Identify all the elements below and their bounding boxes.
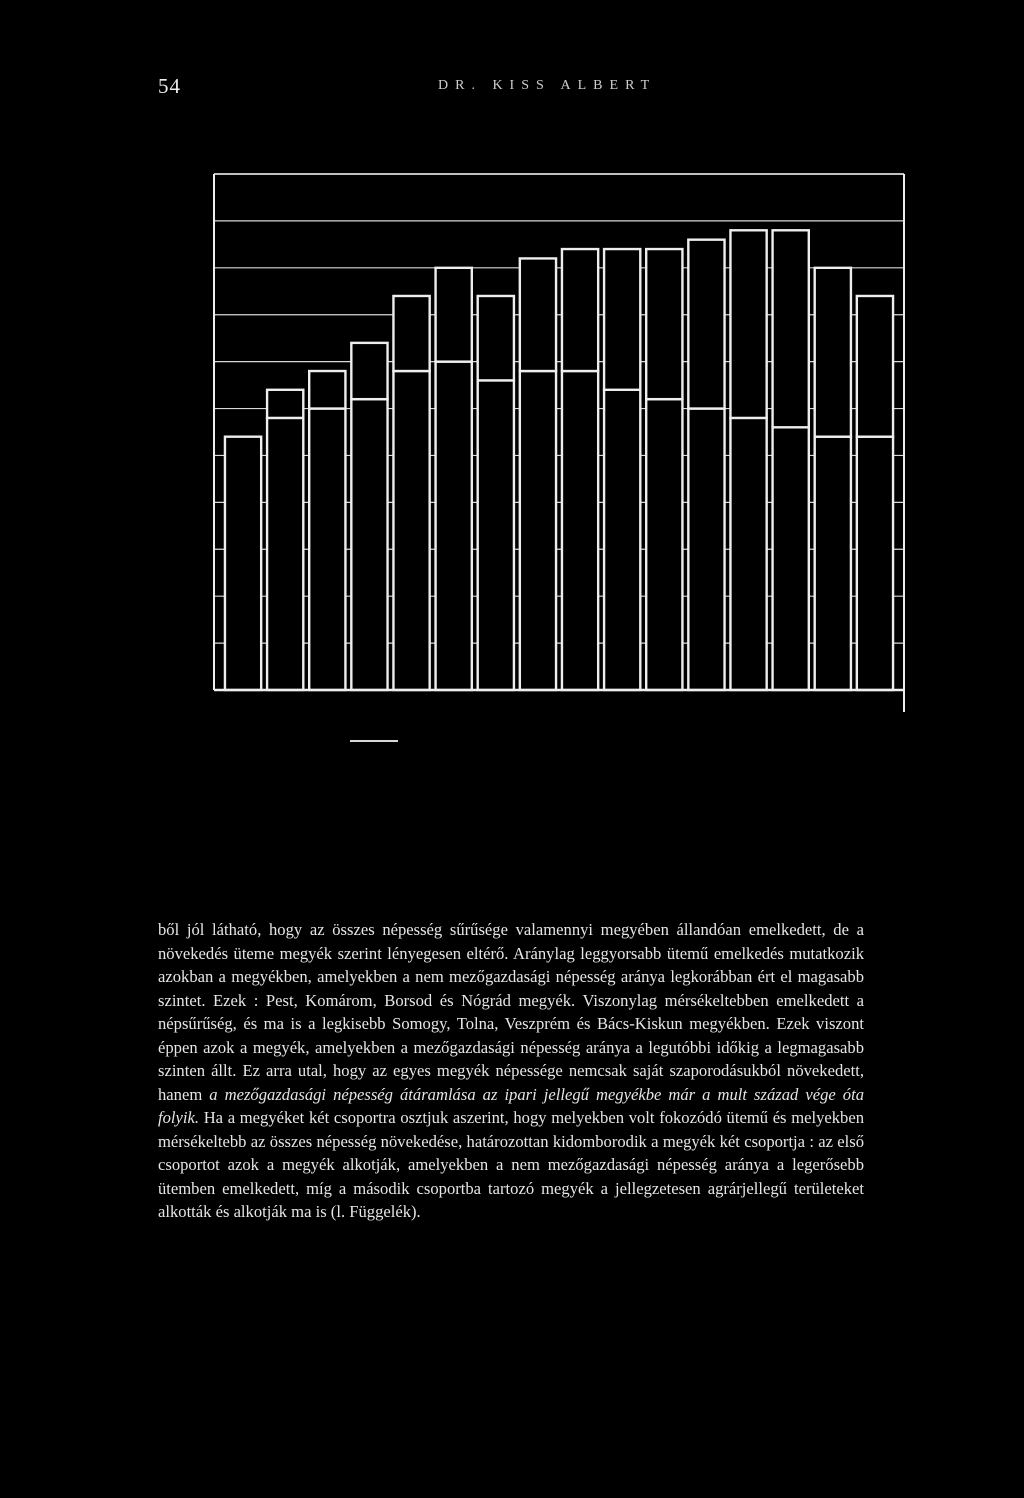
bar-segment-base [225,437,261,690]
bar-segment-upper [478,296,514,380]
bar-segment-base [646,399,682,690]
bar-segment-upper [857,296,893,437]
bar-segment-upper [267,390,303,418]
bar-segment-base [604,390,640,690]
body-text-part-1: ből jól látható, hogy az összes népesség sűrűsége valamennyi megyében állandóan emelkedett, de a növekedés üteme megyék szerint lényegesen eltérő. Aránylag leggyorsabb ütemű emelkedés mutatkozik azokban a megyékben, amelyekben a nem mezőgazdasági népesség aránya legkorábban ért el magasabb szintet. Ezek : Pest, Komárom, Borsod és Nógrád megyék. Viszonylag mérsékeltebben emelkedett a népsűrűség, és ma is a legkisebb Somogy, Tolna, Veszprém és Bács-Kiskun megyékben. Ezek viszont éppen azok a megyék, amelyekben a mezőgazdasági népesség aránya a legutóbbi időkig a legmagasabb szinten állt. Ez arra utal, hogy az egyes megyék népessége nemcsak saját szaporodásukból növekedett, hanem [158,920,864,1104]
bar-segment-base [688,409,724,690]
bar-segment-base [730,418,766,690]
bar-segment-base [773,427,809,690]
chart-bars [225,230,893,690]
bar-segment-base [393,371,429,690]
page-number: 54 [158,74,181,98]
bar-segment-upper [520,258,556,371]
bar-chart [200,160,912,720]
body-text-emphasis: a mezőgazdasági népesség átáramlása az ipari jellegű megyékbe már a mult század vége óta folyik. [158,1084,864,1127]
bar-segment-base [351,399,387,690]
bar-segment-upper [730,230,766,418]
bar-segment-base [436,362,472,690]
bar-segment-upper [604,249,640,390]
bar-segment-base [267,418,303,690]
bar-segment-upper [562,249,598,371]
section-divider [350,740,398,742]
bar-segment-base [857,437,893,690]
bar-segment-base [815,437,851,690]
body-text-part-2: Ha a megyéket két csoportra osztjuk aszerint, hogy melyekben volt fokozódó ütemű és melyekben mérsékeltebb az összes népesség növekedése, határozottan kidomborodik a megyék két csoportja : az első csoportot azok a megyék alkotják, amelyekben a nem mezőgazdasági népesség aránya a legerősebb ütemben emelkedett, míg a második csoportba tartozó megyék a jellegzetesen agrárjellegű területeket alkották és alkotják ma is (l. Függelék). [158,1108,864,1221]
bar-segment-base [309,409,345,690]
body-paragraph [158,918,864,1224]
bar-segment-upper [688,240,724,409]
bar-segment-base [562,371,598,690]
bar-segment-upper [309,371,345,409]
bar-segment-upper [646,249,682,399]
bar-segment-upper [351,343,387,399]
bar-segment-upper [393,296,429,371]
running-head: DR. KISS ALBERT [438,78,657,93]
bar-segment-upper [773,230,809,427]
bar-segment-upper [436,268,472,362]
bar-segment-upper [815,268,851,437]
bar-segment-base [520,371,556,690]
bar-segment-base [478,380,514,690]
